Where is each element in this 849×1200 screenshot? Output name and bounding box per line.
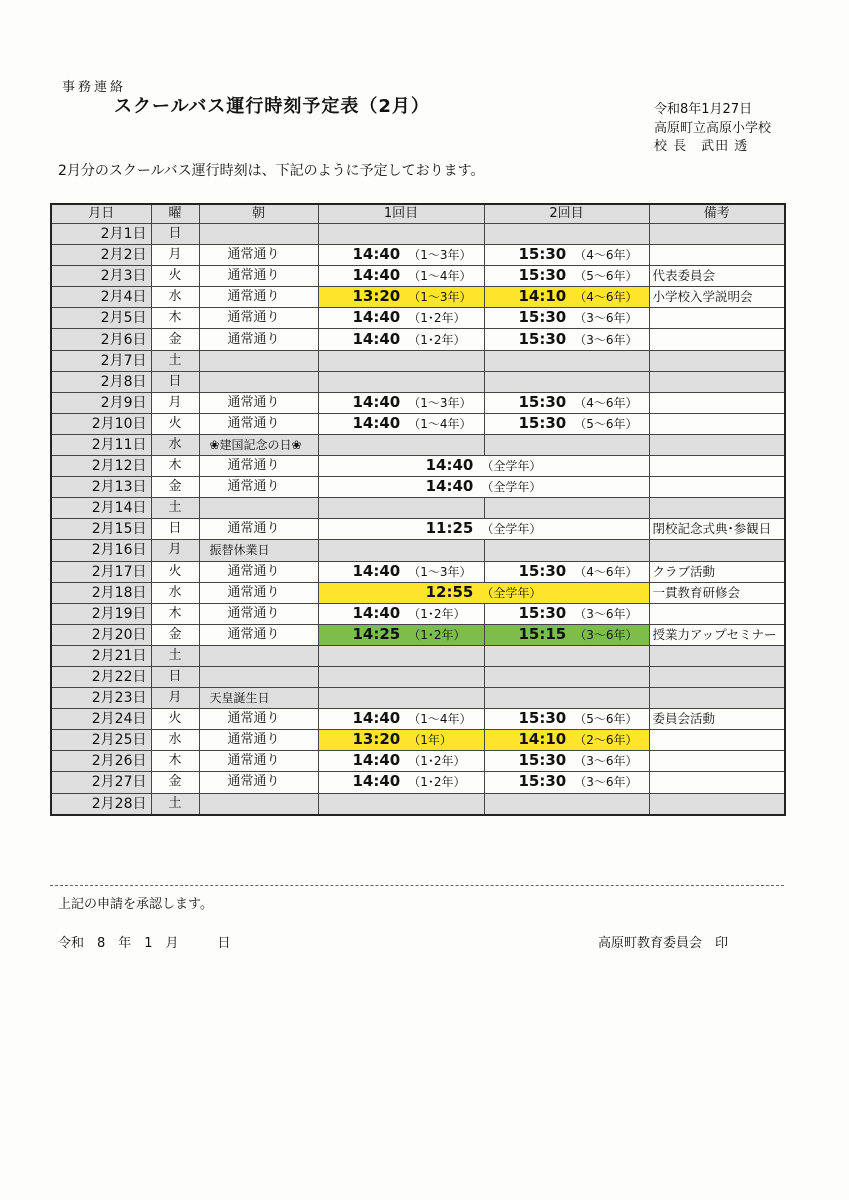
date-cell: 2月24日 — [51, 709, 151, 730]
departure-time: 14:40 — [352, 709, 401, 728]
departure-time: 14:40 — [352, 245, 401, 264]
departure-time: 15:30 — [518, 266, 567, 285]
departure-time: 15:15 — [518, 624, 567, 643]
weekday-cell: 日 — [151, 519, 199, 540]
table-row — [51, 266, 785, 287]
weekday-cell: 月 — [151, 688, 199, 709]
table-row — [51, 709, 785, 730]
departure-time: 14:40 — [352, 561, 401, 580]
remarks-cell — [649, 730, 785, 751]
weekday-cell: 土 — [151, 498, 199, 519]
header-morning: 朝 — [199, 204, 318, 224]
second-run-cell — [484, 371, 649, 392]
morning-cell: 通常通り — [199, 730, 318, 751]
morning-cell: 通常通り — [199, 329, 318, 350]
morning-cell: 通常通り — [199, 245, 318, 266]
remarks-cell — [649, 498, 785, 519]
first-run-cell — [318, 666, 484, 687]
table-row — [51, 308, 785, 329]
morning-cell: 通常通り — [199, 709, 318, 730]
grade-range: （1･2年） — [408, 627, 466, 642]
header-first-run: 1回目 — [318, 204, 484, 224]
table-row — [51, 772, 785, 793]
departure-time: 14:40 — [352, 392, 401, 411]
remarks-cell — [649, 392, 785, 413]
second-run-cell — [484, 645, 649, 666]
second-run-cell — [484, 266, 649, 287]
morning-cell: 振替休業日 — [199, 540, 318, 561]
departure-time: 15:30 — [518, 709, 567, 728]
departure-time: 14:10 — [518, 287, 567, 306]
date-cell: 2月22日 — [51, 666, 151, 687]
weekday-cell: 日 — [151, 224, 199, 245]
departure-time: 14:25 — [352, 624, 401, 643]
table-row — [51, 624, 785, 645]
date-cell: 2月1日 — [51, 224, 151, 245]
second-run-cell — [484, 329, 649, 350]
remarks-cell — [649, 540, 785, 561]
dashed-divider — [50, 885, 784, 886]
education-board-seal: 高原町教育委員会 印 — [598, 936, 729, 951]
second-run-cell — [484, 603, 649, 624]
table-row — [51, 413, 785, 434]
remarks-cell — [649, 666, 785, 687]
table-row — [51, 434, 785, 455]
grade-range: （3～6年） — [574, 775, 638, 790]
first-run-cell — [318, 772, 484, 793]
first-run-cell — [318, 730, 484, 751]
date-cell: 2月11日 — [51, 434, 151, 455]
first-run-cell — [318, 434, 484, 455]
date-cell: 2月5日 — [51, 308, 151, 329]
morning-cell: 通常通り — [199, 287, 318, 308]
grade-range: （全学年） — [481, 480, 542, 495]
first-run-cell — [318, 245, 484, 266]
remarks-cell: 授業力アップセミナー — [649, 624, 785, 645]
grade-range: （1･2年） — [408, 775, 466, 790]
date-cell: 2月25日 — [51, 730, 151, 751]
all-grades-run-cell — [318, 456, 649, 477]
departure-time: 13:20 — [352, 730, 401, 749]
departure-time: 15:30 — [518, 772, 567, 791]
remarks-cell — [649, 793, 785, 815]
table-row — [51, 287, 785, 308]
bus-schedule-table — [50, 203, 786, 816]
intro-text: 2月分のスクールバス運行時刻は、下記のように予定しております。 — [58, 163, 485, 179]
grade-range: （4～6年） — [574, 564, 638, 579]
departure-time: 14:40 — [425, 477, 474, 496]
date-cell: 2月27日 — [51, 772, 151, 793]
remarks-cell — [649, 413, 785, 434]
date-cell: 2月19日 — [51, 603, 151, 624]
weekday-cell: 水 — [151, 287, 199, 308]
departure-time: 14:40 — [352, 413, 401, 432]
first-run-cell — [318, 329, 484, 350]
departure-time: 15:30 — [518, 751, 567, 770]
morning-cell — [199, 350, 318, 371]
weekday-cell: 水 — [151, 434, 199, 455]
table-row — [51, 540, 785, 561]
date-cell: 2月23日 — [51, 688, 151, 709]
departure-time: 14:40 — [352, 751, 401, 770]
weekday-cell: 木 — [151, 751, 199, 772]
departure-time: 14:40 — [352, 308, 401, 327]
date-cell: 2月15日 — [51, 519, 151, 540]
grade-range: （1年） — [408, 733, 452, 748]
departure-time: 15:30 — [518, 308, 567, 327]
date-cell: 2月21日 — [51, 645, 151, 666]
morning-cell — [199, 666, 318, 687]
weekday-cell: 火 — [151, 266, 199, 287]
grade-range: （1･2年） — [408, 754, 466, 769]
remarks-cell: 小学校入学説明会 — [649, 287, 785, 308]
second-run-cell — [484, 624, 649, 645]
weekday-cell: 木 — [151, 456, 199, 477]
table-row — [51, 519, 785, 540]
weekday-cell: 火 — [151, 709, 199, 730]
first-run-cell — [318, 561, 484, 582]
second-run-cell — [484, 224, 649, 245]
grade-range: （3～6年） — [574, 754, 638, 769]
weekday-cell: 木 — [151, 603, 199, 624]
remarks-cell — [649, 245, 785, 266]
weekday-cell: 土 — [151, 793, 199, 815]
second-run-cell — [484, 245, 649, 266]
table-row — [51, 793, 785, 815]
date-cell: 2月4日 — [51, 287, 151, 308]
departure-time: 15:30 — [518, 413, 567, 432]
departure-time: 14:40 — [352, 772, 401, 791]
weekday-cell: 日 — [151, 371, 199, 392]
grade-range: （5～6年） — [574, 712, 638, 727]
header-second-run: 2回目 — [484, 204, 649, 224]
morning-cell — [199, 793, 318, 815]
table-row — [51, 751, 785, 772]
grade-range: （1･2年） — [408, 311, 466, 326]
grade-range: （1～3年） — [408, 290, 472, 305]
page-title: スクールバス運行時刻予定表（2月） — [114, 96, 430, 117]
morning-cell — [199, 645, 318, 666]
date-cell: 2月6日 — [51, 329, 151, 350]
departure-time: 14:40 — [352, 329, 401, 348]
remarks-cell: 一貫教育研修会 — [649, 582, 785, 603]
header-dow: 曜 — [151, 204, 199, 224]
table-row — [51, 329, 785, 350]
weekday-cell: 土 — [151, 350, 199, 371]
second-run-cell — [484, 350, 649, 371]
grade-range: （3～6年） — [574, 311, 638, 326]
table-row — [51, 245, 785, 266]
all-grades-run-cell — [318, 582, 649, 603]
morning-cell: 天皇誕生日 — [199, 688, 318, 709]
grade-range: （3～6年） — [574, 332, 638, 347]
remarks-cell — [649, 477, 785, 498]
grade-range: （5～6年） — [574, 416, 638, 431]
date-cell: 2月2日 — [51, 245, 151, 266]
grade-range: （4～6年） — [574, 248, 638, 263]
first-run-cell — [318, 540, 484, 561]
departure-time: 13:20 — [352, 287, 401, 306]
grade-range: （2～6年） — [574, 733, 638, 748]
second-run-cell — [484, 709, 649, 730]
remarks-cell — [649, 329, 785, 350]
second-run-cell — [484, 793, 649, 815]
notice-label: 事務連絡 — [62, 80, 127, 95]
issue-date: 令和8年1月27日 — [654, 102, 753, 117]
morning-cell: 通常通り — [199, 392, 318, 413]
remarks-cell — [649, 456, 785, 477]
table-row — [51, 688, 785, 709]
grade-range: （3～6年） — [574, 627, 638, 642]
morning-cell: 通常通り — [199, 266, 318, 287]
table-row — [51, 477, 785, 498]
remarks-cell — [649, 224, 785, 245]
second-run-cell — [484, 540, 649, 561]
date-cell: 2月10日 — [51, 413, 151, 434]
first-run-cell — [318, 603, 484, 624]
first-run-cell — [318, 413, 484, 434]
grade-range: （1～4年） — [408, 712, 472, 727]
remarks-cell — [649, 772, 785, 793]
date-cell: 2月26日 — [51, 751, 151, 772]
table-row — [51, 498, 785, 519]
first-run-cell — [318, 266, 484, 287]
second-run-cell — [484, 666, 649, 687]
table-row — [51, 456, 785, 477]
date-cell: 2月17日 — [51, 561, 151, 582]
morning-cell: 通常通り — [199, 582, 318, 603]
remarks-cell: 閉校記念式典･参観日 — [649, 519, 785, 540]
first-run-cell — [318, 224, 484, 245]
second-run-cell — [484, 498, 649, 519]
weekday-cell: 月 — [151, 245, 199, 266]
first-run-cell — [318, 751, 484, 772]
departure-time: 12:55 — [425, 582, 474, 601]
departure-time: 15:30 — [518, 392, 567, 411]
weekday-cell: 月 — [151, 540, 199, 561]
first-run-cell — [318, 645, 484, 666]
table-row — [51, 224, 785, 245]
morning-cell: 通常通り — [199, 751, 318, 772]
first-run-cell — [318, 287, 484, 308]
second-run-cell — [484, 434, 649, 455]
weekday-cell: 木 — [151, 308, 199, 329]
grade-range: （1～4年） — [408, 269, 472, 284]
grade-range: （5～6年） — [574, 269, 638, 284]
second-run-cell — [484, 287, 649, 308]
departure-time: 15:30 — [518, 603, 567, 622]
grade-range: （全学年） — [481, 522, 542, 537]
second-run-cell — [484, 392, 649, 413]
weekday-cell: 金 — [151, 477, 199, 498]
table-row — [51, 645, 785, 666]
morning-cell: 通常通り — [199, 308, 318, 329]
grade-range: （全学年） — [481, 459, 542, 474]
all-grades-run-cell — [318, 519, 649, 540]
departure-time: 15:30 — [518, 561, 567, 580]
first-run-cell — [318, 371, 484, 392]
weekday-cell: 日 — [151, 666, 199, 687]
remarks-cell — [649, 645, 785, 666]
departure-time: 15:30 — [518, 329, 567, 348]
grade-range: （1～3年） — [408, 248, 472, 263]
second-run-cell — [484, 751, 649, 772]
table-row — [51, 582, 785, 603]
school-name: 高原町立高原小学校 — [654, 121, 772, 136]
morning-cell: 通常通り — [199, 624, 318, 645]
first-run-cell — [318, 350, 484, 371]
morning-cell: 通常通り — [199, 413, 318, 434]
date-cell: 2月7日 — [51, 350, 151, 371]
weekday-cell: 土 — [151, 645, 199, 666]
weekday-cell: 金 — [151, 329, 199, 350]
morning-cell: 通常通り — [199, 519, 318, 540]
grade-range: （1～3年） — [408, 395, 472, 410]
second-run-cell — [484, 772, 649, 793]
departure-time: 14:40 — [352, 603, 401, 622]
morning-cell — [199, 498, 318, 519]
departure-time: 15:30 — [518, 245, 567, 264]
grade-range: （4～6年） — [574, 395, 638, 410]
weekday-cell: 火 — [151, 413, 199, 434]
morning-cell: 通常通り — [199, 477, 318, 498]
morning-cell: 通常通り — [199, 772, 318, 793]
remarks-cell — [649, 371, 785, 392]
first-run-cell — [318, 793, 484, 815]
table-row — [51, 350, 785, 371]
table-row — [51, 730, 785, 751]
date-cell: 2月13日 — [51, 477, 151, 498]
remarks-cell: 委員会活動 — [649, 709, 785, 730]
remarks-cell — [649, 350, 785, 371]
weekday-cell: 月 — [151, 392, 199, 413]
first-run-cell — [318, 392, 484, 413]
second-run-cell — [484, 413, 649, 434]
departure-time: 14:40 — [425, 456, 474, 475]
table-row — [51, 392, 785, 413]
table-row — [51, 666, 785, 687]
weekday-cell: 金 — [151, 772, 199, 793]
remarks-cell: 代表委員会 — [649, 266, 785, 287]
morning-cell: 通常通り — [199, 561, 318, 582]
date-cell: 2月8日 — [51, 371, 151, 392]
weekday-cell: 金 — [151, 624, 199, 645]
date-cell: 2月14日 — [51, 498, 151, 519]
table-header-row — [51, 204, 785, 224]
grade-range: （1･2年） — [408, 606, 466, 621]
remarks-cell — [649, 434, 785, 455]
remarks-cell — [649, 308, 785, 329]
date-cell: 2月18日 — [51, 582, 151, 603]
date-cell: 2月9日 — [51, 392, 151, 413]
all-grades-run-cell — [318, 477, 649, 498]
approval-text: 上記の申請を承認します。 — [58, 897, 213, 912]
grade-range: （全学年） — [481, 585, 542, 600]
morning-cell: ❀建国記念の日❀ — [199, 434, 318, 455]
second-run-cell — [484, 688, 649, 709]
remarks-cell — [649, 751, 785, 772]
first-run-cell — [318, 709, 484, 730]
morning-cell — [199, 371, 318, 392]
principal-name: 校 長 武田 透 — [654, 139, 749, 154]
departure-time: 11:25 — [425, 519, 474, 538]
table-row — [51, 603, 785, 624]
morning-cell: 通常通り — [199, 603, 318, 624]
first-run-cell — [318, 308, 484, 329]
grade-range: （4～6年） — [574, 290, 638, 305]
header-date: 月日 — [51, 204, 151, 224]
morning-cell — [199, 224, 318, 245]
table-row — [51, 371, 785, 392]
weekday-cell: 水 — [151, 582, 199, 603]
date-cell: 2月12日 — [51, 456, 151, 477]
grade-range: （3～6年） — [574, 606, 638, 621]
departure-time: 14:40 — [352, 266, 401, 285]
first-run-cell — [318, 624, 484, 645]
grade-range: （1～3年） — [408, 564, 472, 579]
header-remarks: 備考 — [649, 204, 785, 224]
first-run-cell — [318, 688, 484, 709]
date-cell: 2月20日 — [51, 624, 151, 645]
departure-time: 14:10 — [518, 730, 567, 749]
table-row — [51, 561, 785, 582]
grade-range: （1～4年） — [408, 416, 472, 431]
grade-range: （1･2年） — [408, 332, 466, 347]
remarks-cell — [649, 603, 785, 624]
second-run-cell — [484, 561, 649, 582]
date-cell: 2月28日 — [51, 793, 151, 815]
date-cell: 2月3日 — [51, 266, 151, 287]
remarks-cell: クラブ活動 — [649, 561, 785, 582]
second-run-cell — [484, 308, 649, 329]
remarks-cell — [649, 688, 785, 709]
approval-date: 令和 8 年 1 月 日 — [58, 936, 231, 951]
second-run-cell — [484, 730, 649, 751]
weekday-cell: 火 — [151, 561, 199, 582]
weekday-cell: 水 — [151, 730, 199, 751]
first-run-cell — [318, 498, 484, 519]
date-cell: 2月16日 — [51, 540, 151, 561]
morning-cell: 通常通り — [199, 456, 318, 477]
